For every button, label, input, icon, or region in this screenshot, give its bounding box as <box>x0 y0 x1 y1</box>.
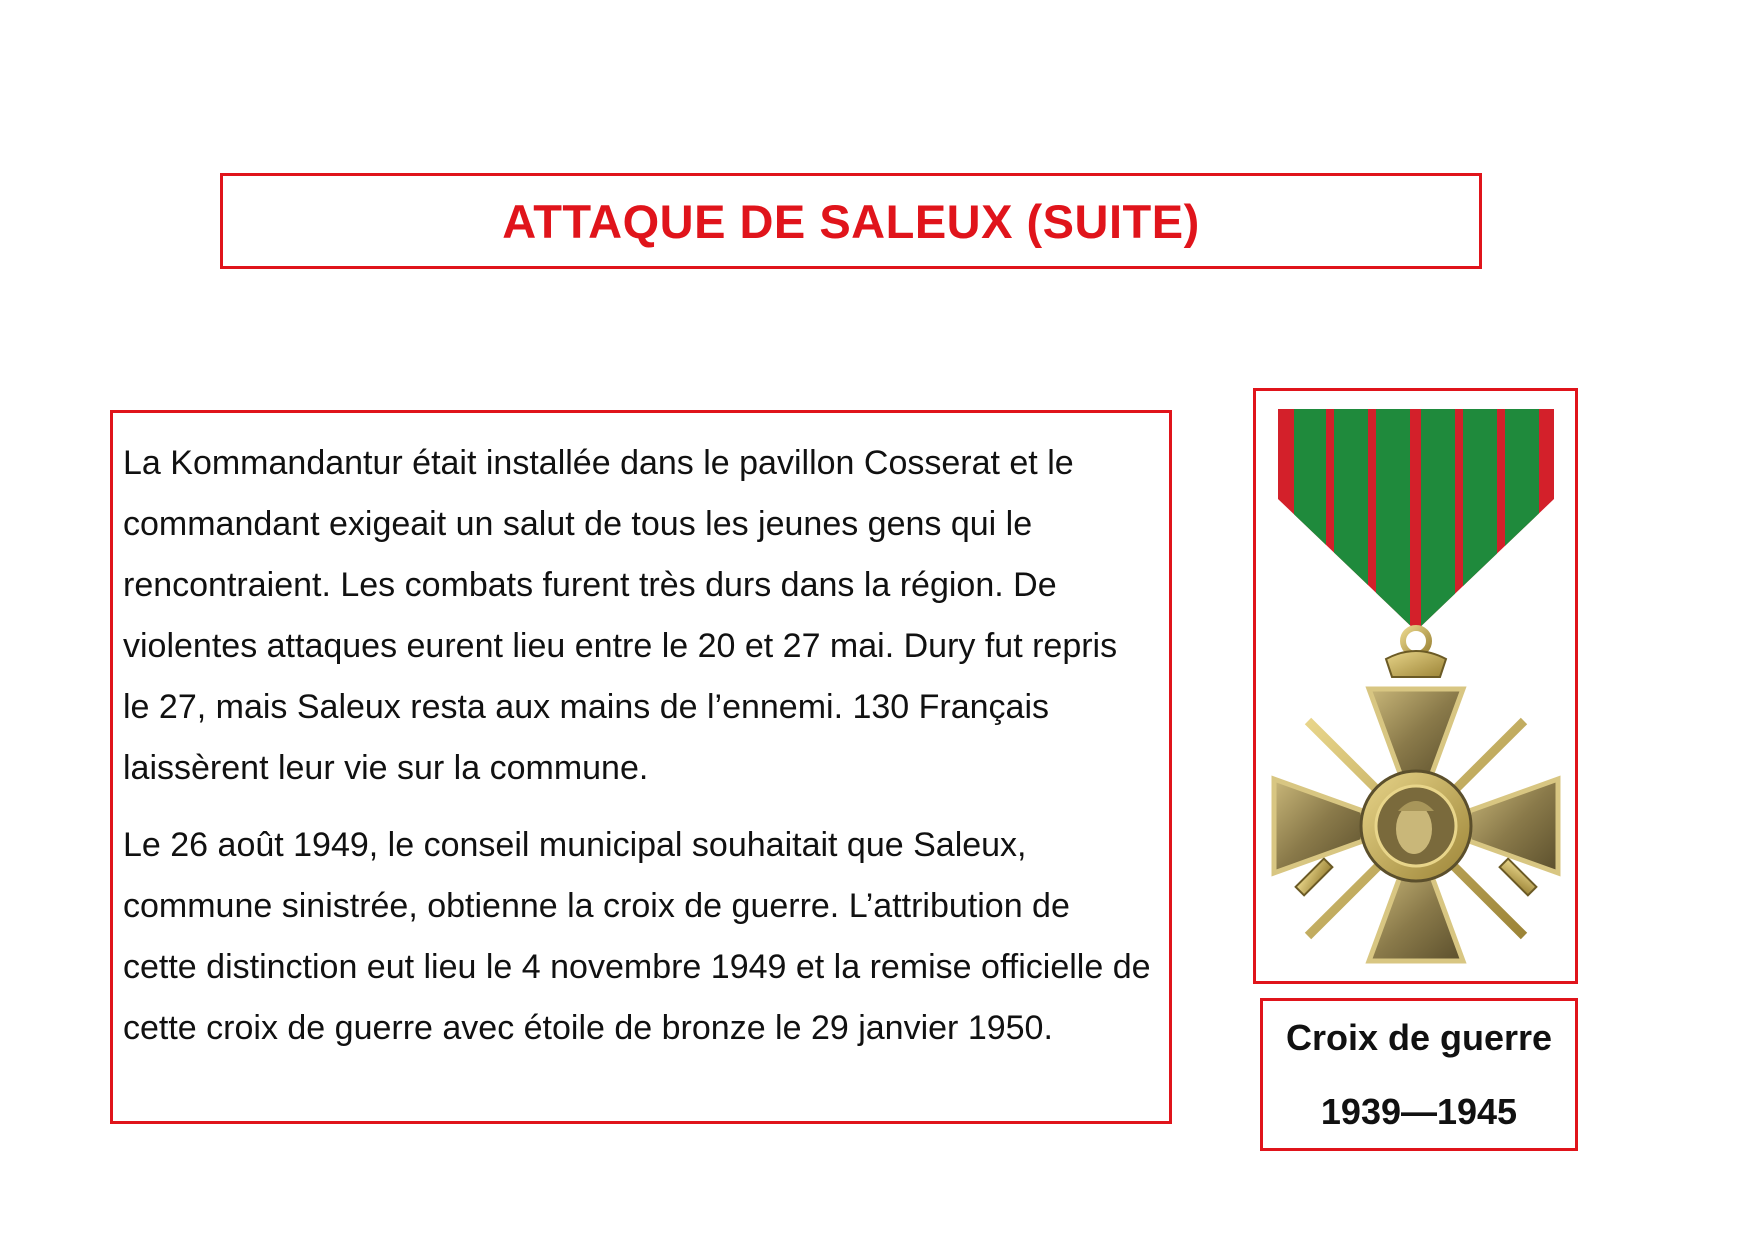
medallion <box>1361 771 1471 881</box>
title-box <box>220 173 1482 269</box>
paragraph-2: Le 26 août 1949, le conseil municipal souhaitait que Saleux, commune sinistrée, obtienne la croix de guerre. L’attribution de cette distinction eut lieu le 4 novembre 1949 et la remise officielle de cette croix de guerre avec étoile de bronze le 29 janvier 1950. <box>123 826 1151 1047</box>
caption-years: 1939—1945 <box>1320 1090 1518 1132</box>
caption-title: Croix de guerre <box>1285 1016 1553 1058</box>
paragraph-1: La Kommandantur était installée dans le pavillon Cosserat et le commandant exigeait un salut de tous les jeunes gens qui le rencontraient. Les combats furent très durs dans la région. De violentes attaques eurent lieu entre le 20 et 27 mai. Dury fut repris le 27, mais Saleux resta aux mains de l’ennemi. 130 Français laissèrent leur vie sur la commune. <box>123 444 1118 787</box>
page-title: ATTAQUE DE SALEUX (SUITE) <box>502 194 1200 248</box>
caption-box <box>1260 998 1578 1151</box>
ribbon <box>1278 409 1554 639</box>
text-box <box>110 410 1172 1124</box>
croix-de-guerre-medal-icon <box>1256 391 1575 981</box>
medal-image-frame <box>1253 388 1578 984</box>
